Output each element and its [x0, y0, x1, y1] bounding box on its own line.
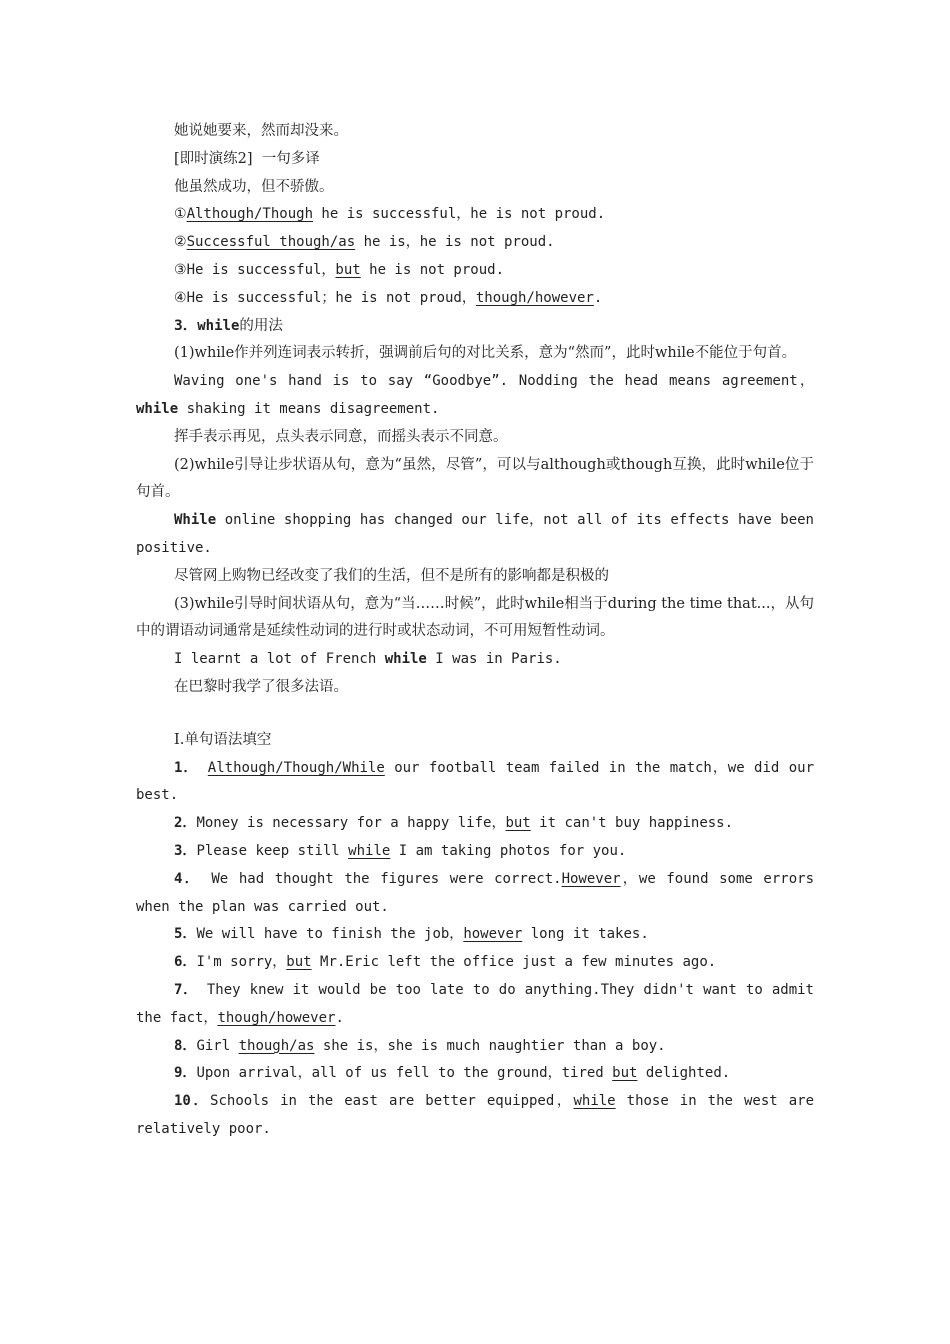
example-2-translation: 尽管网上购物已经改变了我们的生活，但不是所有的影响都是积极的	[174, 567, 609, 584]
heading-number: 3．	[174, 317, 198, 334]
example-text: Waving one's hand is to say “Goodbye”. Nodding the head means agreement，	[174, 373, 814, 390]
answer-blank: Although/Though/While	[207, 759, 385, 776]
spacer	[136, 702, 814, 727]
exercise-item	[136, 755, 814, 811]
exercise-item	[136, 810, 814, 838]
item-text: our football team failed in the match，we did our best.	[136, 759, 815, 804]
keyword: while	[384, 651, 427, 668]
exercise-item	[136, 1088, 814, 1144]
answer-blank: but	[335, 261, 361, 278]
answer-blank: Successful though/as	[186, 234, 356, 251]
item-text: I'm sorry，	[196, 954, 287, 971]
example-text: I was in Paris.	[426, 651, 562, 668]
answer-blank: while	[573, 1093, 616, 1110]
translation-item	[136, 285, 814, 313]
answer-blank: though/however	[217, 1009, 336, 1026]
heading-text: 的用法	[239, 317, 283, 334]
item-text: Upon arrival，all of us fell to the ground，tired	[196, 1065, 613, 1082]
exercise-item	[136, 838, 814, 866]
item-text: Please keep still	[196, 842, 349, 859]
item-text: ，we found some errors when the plan was carried out.	[136, 870, 815, 915]
item-number: 6．	[174, 954, 197, 971]
answer-blank: though/however	[475, 289, 594, 306]
item-number: 7．	[174, 981, 198, 998]
item-text: We will have to finish the job，	[196, 926, 464, 943]
item-text: He is successful；he is not proud，	[186, 289, 476, 306]
practice-title: 一句多译	[261, 150, 320, 167]
item-text: .	[593, 289, 603, 306]
answer-blank: though/as	[238, 1037, 315, 1054]
item-text: Schools in the east are better equipped，	[210, 1093, 574, 1110]
translation-item	[136, 229, 814, 257]
item-number: 1．	[174, 759, 199, 776]
exercise-title: Ⅰ.单句语法填空	[174, 731, 272, 748]
item-number: 9．	[174, 1065, 197, 1082]
item-text: Mr.Eric left the office just a few minutes ago.	[311, 954, 717, 971]
example-text: I learnt a lot of French	[174, 651, 385, 668]
practice-label: [即时演练2]	[174, 150, 253, 167]
exercise-item	[136, 921, 814, 949]
document-page	[136, 118, 814, 1144]
item-number: 5．	[174, 926, 197, 943]
keyword: While	[174, 512, 217, 529]
item-number: 10．	[174, 1093, 211, 1110]
answer-blank: however	[463, 926, 523, 943]
answer-blank: but	[612, 1065, 638, 1082]
item-marker: ①	[174, 206, 187, 223]
item-marker: ④	[174, 289, 187, 306]
item-number: 2．	[174, 815, 197, 832]
item-text: she is，she is much naughtier than a boy.	[314, 1037, 666, 1054]
answer-blank: However	[561, 870, 621, 887]
item-text: .	[335, 1009, 344, 1026]
intro-sentence: 她说她要来，然而却没来。	[174, 123, 348, 139]
item-text: They knew it would be too late to do anything.They didn't want to admit the fact，	[136, 981, 814, 1026]
item-text: he is，he is not proud.	[355, 234, 555, 251]
item-text: He is successful，	[186, 261, 336, 278]
item-text: delighted.	[637, 1065, 731, 1082]
exercise-item	[136, 1060, 814, 1088]
item-text: he is successful，he is not proud.	[313, 206, 606, 223]
heading-keyword: while	[197, 317, 240, 334]
translation-item	[136, 201, 814, 229]
exercise-item	[136, 866, 814, 922]
source-sentence: 他虽然成功，但不骄傲。	[174, 178, 334, 195]
keyword: while	[136, 400, 179, 417]
section-heading	[136, 313, 814, 341]
item-number: 3．	[174, 842, 197, 859]
item-text	[198, 760, 207, 776]
translation-item	[136, 257, 814, 285]
example-text: shaking it means disagreement.	[178, 400, 440, 417]
usage-note-3: (3)while引导时间状语从句，意为“当……时候”，此时while相当于during the time that...，从句中的谓语动词通常是延续性动词的进行时或状态动词，不可用短暂性动词。	[136, 595, 814, 640]
item-text: those in the west are relatively poor.	[136, 1093, 814, 1137]
item-text: Girl	[196, 1037, 239, 1054]
usage-note-2: (2)while引导让步状语从句，意为“虽然，尽管”，可以与although或though互换，此时while位于句首。	[136, 456, 814, 501]
answer-blank: but	[505, 815, 531, 832]
item-text: We had thought the figures were correct.	[200, 870, 562, 887]
example-3-translation: 在巴黎时我学了很多法语。	[174, 678, 348, 695]
answer-blank: while	[348, 842, 391, 859]
item-text: long it takes.	[522, 926, 649, 943]
answer-blank: Although/Though	[186, 206, 313, 223]
exercise-item	[136, 977, 814, 1033]
usage-note-1: (1)while作并列连词表示转折，强调前后句的对比关系，意为“然而”，此时while不能位于句首。	[174, 345, 797, 362]
example-text: online shopping has changed our life，not all of its effects have been positive.	[136, 512, 814, 556]
item-number: 8．	[174, 1037, 197, 1054]
example-1-translation: 挥手表示再见，点头表示同意，而摇头表示不同意。	[174, 428, 508, 445]
item-number: 4．	[174, 870, 201, 887]
example-2	[136, 507, 814, 563]
item-marker: ③	[174, 261, 187, 278]
item-text: Money is necessary for a happy life，	[196, 815, 506, 832]
example-3	[136, 646, 814, 674]
item-text: it can't buy happiness.	[530, 815, 734, 832]
exercise-item	[136, 1033, 814, 1061]
practice-heading	[136, 146, 814, 174]
exercise-item	[136, 949, 814, 977]
item-marker: ②	[174, 234, 187, 251]
item-text: I am taking photos for you.	[390, 842, 627, 859]
answer-blank: but	[286, 954, 312, 971]
item-text: he is not proud.	[360, 261, 505, 278]
example-1	[136, 368, 814, 424]
